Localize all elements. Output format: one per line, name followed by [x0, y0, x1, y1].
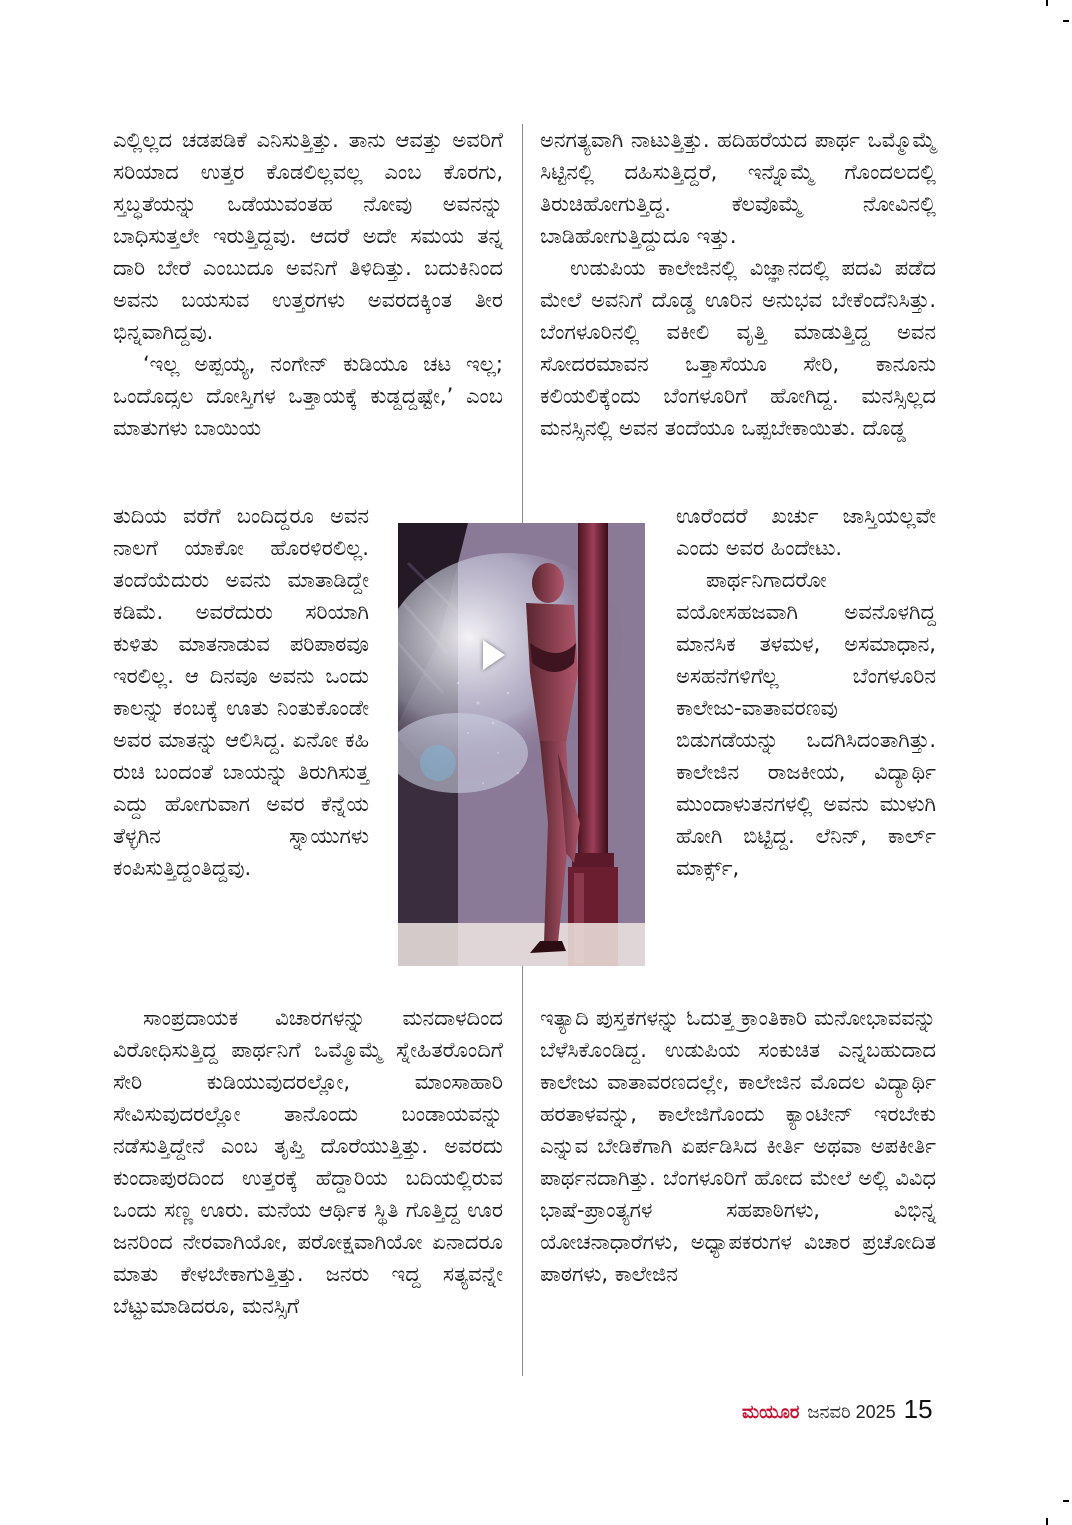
issue-date: ಜನವರಿ 2025	[807, 1402, 896, 1422]
paragraph: ಊರೆಂದರೆ ಖರ್ಚು ಜಾಸ್ತಿಯಲ್ಲವೇ ಎಂದು ಅವರ ಹಿಂದೇಟು.	[676, 504, 936, 560]
paragraph: ‘ಇಲ್ಲ ಅಪ್ಪಯ್ಯ, ನಂಗೇನ್ ಕುಡಿಯೂ ಚಟ ಇಲ್ಲ; ಒಂದೊದ್ಸಲ ದೋಸ್ತಿಗಳ ಒತ್ತಾಯಕ್ಕೆ ಕುಡ್ದದ್ದಷ್ಟೇ,’ ಎಂಬ ಮಾತುಗಳು ಬಾಯಿಯ	[113, 352, 503, 440]
article-column-right-wrap	[676, 500, 936, 884]
paragraph: ಎಲ್ಲಿಲ್ಲದ ಚಡಪಡಿಕೆ ಎನಿಸುತ್ತಿತ್ತು. ತಾನು ಆವತ್ತು ಅವರಿಗೆ ಸರಿಯಾದ ಉತ್ತರ ಕೊಡಲಿಲ್ಲವಲ್ಲ ಎಂಬ ಕೊರಗು, ಸ್ತಬ್ಧತೆಯನ್ನು ಒಡೆಯುವಂತಹ ನೋವು ಅವನನ್ನು ಬಾಧಿಸುತ್ತಲೇ ಇರುತ್ತಿದ್ದವು. ಆದರೆ ಅದೇ ಸಮಯ ತನ್ನ ದಾರಿ ಬೇರೆ ಎಂಬುದೂ ಅವನಿಗೆ ತಿಳಿದಿತ್ತು. ಬದುಕಿನಿಂದ ಅವನು ಬಯಸುವ ಉತ್ತರಗಳು ಅವರದಕ್ಕಿಂತ ತೀರ ಭಿನ್ನವಾಗಿದ್ದವು.	[113, 128, 503, 344]
crop-mark	[1046, 0, 1048, 6]
paragraph: ಉಡುಪಿಯ ಕಾಲೇಜಿನಲ್ಲಿ ವಿಜ್ಞಾನದಲ್ಲಿ ಪದವಿ ಪಡೆದ ಮೇಲೆ ಅವನಿಗೆ ದೊಡ್ಡ ಊರಿನ ಅನುಭವ ಬೇಕೆಂದೆನಿಸಿತ್ತು. ಬೆಂಗಳೂರಿನಲ್ಲಿ ವಕೀಲಿ ವೃತ್ತಿ ಮಾಡುತ್ತಿದ್ದ ಅವನ ಸೋದರಮಾವನ ಒತ್ತಾಸೆಯೂ ಸೇರಿ, ಕಾನೂನು ಕಲಿಯಲಿಕ್ಕೆಂದು ಬೆಂಗಳೂರಿಗೆ ಹೋಗಿದ್ದ. ಮನಸ್ಸಿಲ್ಲದ ಮನಸ್ಸಿನಲ್ಲಿ ಅವನ ತಂದೆಯೂ ಒಪ್ಪಬೇಕಾಯಿತು. ದೊಡ್ಡ	[540, 256, 936, 440]
article-column-right-top	[540, 124, 936, 444]
article-column-left-top	[113, 124, 503, 444]
paragraph: ತುದಿಯ ವರೆಗೆ ಬಂದಿದ್ದರೂ ಅವನ ನಾಲಗೆ ಯಾಕೋ ಹೊರಳಿರಲಿಲ್ಲ. ತಂದೆಯೆದುರು ಅವನು ಮಾತಾಡಿದ್ದೇ ಕಡಿಮೆ. ಅವರೆದುರು ಸರಿಯಾಗಿ ಕುಳಿತು ಮಾತನಾಡುವ ಪರಿಪಾಠವೂ ಇರಲಿಲ್ಲ. ಆ ದಿನವೂ ಅವನು ಒಂದು ಕಾಲನ್ನು ಕಂಬಕ್ಕೆ ಊತು ನಿಂತುಕೊಂಡೇ ಅವರ ಮಾತನ್ನು ಆಲಿಸಿದ್ದ. ಏನೋ ಕಹಿ ರುಚಿ ಬಂದಂತೆ ಬಾಯನ್ನು ತಿರುಗಿಸುತ್ತ ಎದ್ದು ಹೋಗುವಾಗ ಅವರ ಕೆನ್ನೆಯ ತೆಳ್ಳಗಿನ ಸ್ನಾಯುಗಳು ಕಂಪಿಸುತ್ತಿದ್ದಂತಿದ್ದವು.	[113, 504, 369, 880]
article-column-left-bottom	[113, 1002, 503, 1322]
crop-mark	[1063, 1500, 1069, 1502]
illustration-art	[398, 523, 645, 966]
paragraph: ಇತ್ಯಾದಿ ಪುಸ್ತಕಗಳನ್ನು ಓದುತ್ತ ಕ್ರಾಂತಿಕಾರಿ ಮನೋಭಾವವನ್ನು ಬೆಳೆಸಿಕೊಂಡಿದ್ದ. ಉಡುಪಿಯ ಸಂಕುಚಿತ ಎನ್ನಬಹುದಾದ ಕಾಲೇಜು ವಾತಾವರಣದಲ್ಲೇ, ಕಾಲೇಜಿನ ಮೊದಲ ವಿದ್ಯಾರ್ಥಿ ಹರತಾಳವನ್ನು, ಕಾಲೇಜಿಗೊಂದು ಕ್ಯಾಂಟೀನ್ ಇರಬೇಕು ಎನ್ನುವ ಬೇಡಿಕೆಗಾಗಿ ಏರ್ಪಡಿಸಿದ ಕೀರ್ತಿ ಅಥವಾ ಅಪಕೀರ್ತಿ ಪಾರ್ಥನದಾಗಿತ್ತು. ಬೆಂಗಳೂರಿಗೆ ಹೋದ ಮೇಲೆ ಅಲ್ಲಿ ವಿವಿಧ ಭಾಷೆ-ಪ್ರಾಂತ್ಯಗಳ ಸಹಪಾಠಿಗಳು, ವಿಭಿನ್ನ ಯೋಚನಾಧಾರೆಗಳು, ಅಧ್ಯಾಪಕರುಗಳ ವಿಚಾರ ಪ್ರಚೋದಿತ ಪಾಠಗಳು, ಕಾಲೇಜಿನ	[540, 1006, 936, 1286]
article-column-right-bottom	[540, 1002, 936, 1290]
page-footer	[742, 1394, 933, 1425]
crop-mark	[1046, 1518, 1048, 1525]
magazine-logo: ಮಯೂರ	[742, 1402, 800, 1422]
article-illustration[interactable]	[398, 523, 645, 966]
article-column-left-wrap	[113, 500, 369, 884]
paragraph: ಅನಗತ್ಯವಾಗಿ ನಾಟುತ್ತಿತ್ತು. ಹದಿಹರೆಯದ ಪಾರ್ಥ ಒಮ್ಮೊಮ್ಮೆ ಸಿಟ್ಟಿನಲ್ಲಿ ದಹಿಸುತ್ತಿದ್ದರೆ, ಇನ್ನೊಮ್ಮೆ ಗೊಂದಲದಲ್ಲಿ ತಿರುಚಿಹೋಗುತ್ತಿದ್ದ. ಕೆಲವೊಮ್ಮೆ ನೋವಿನಲ್ಲಿ ಬಾಡಿಹೋಗುತ್ತಿದ್ದುದೂ ಇತ್ತು.	[540, 128, 936, 248]
paragraph: ಸಾಂಪ್ರದಾಯಕ ವಿಚಾರಗಳನ್ನು ಮನದಾಳದಿಂದ ವಿರೋಧಿಸುತ್ತಿದ್ದ ಪಾರ್ಥನಿಗೆ ಒಮ್ಮೊಮ್ಮೆ ಸ್ನೇಹಿತರೊಂದಿಗೆ ಸೇರಿ ಕುಡಿಯುವುದರಲ್ಲೋ, ಮಾಂಸಾಹಾರಿ ಸೇವಿಸುವುದರಲ್ಲೋ ತಾನೊಂದು ಬಂಡಾಯವನ್ನು ನಡೆಸುತ್ತಿದ್ದೇನೆ ಎಂಬ ತೃಪ್ತಿ ದೊರೆಯುತ್ತಿತ್ತು. ಅವರದು ಕುಂದಾಪುರದಿಂದ ಉತ್ತರಕ್ಕೆ ಹೆದ್ದಾರಿಯ ಬದಿಯಲ್ಲಿರುವ ಒಂದು ಸಣ್ಣ ಊರು. ಮನೆಯ ಆರ್ಥಿಕ ಸ್ಥಿತಿ ಗೊತ್ತಿದ್ದ ಊರ ಜನರಿಂದ ನೇರವಾಗಿಯೋ, ಪರೋಕ್ಷವಾಗಿಯೋ ಏನಾದರೂ ಮಾತು ಕೇಳಬೇಕಾಗುತ್ತಿತ್ತು. ಜನರು ಇದ್ದ ಸತ್ಯವನ್ನೇ ಬೆಟ್ಟುಮಾಡಿದರೂ, ಮನಸ್ಸಿಗೆ	[113, 1006, 503, 1318]
crop-mark	[1063, 20, 1069, 22]
paragraph: ಪಾರ್ಥನಿಗಾದರೋ ವಯೋಸಹಜವಾಗಿ ಅವನೊಳಗಿದ್ದ ಮಾನಸಿಕ ತಳಮಳ, ಅಸಮಾಧಾನ, ಅಸಹನೆಗಳಿಗೆಲ್ಲ ಬೆಂಗಳೂರಿನ ಕಾಲೇಜು-ವಾತಾವರಣವು ಬಿಡುಗಡೆಯನ್ನು ಒದಗಿಸಿದಂತಾಗಿತ್ತು. ಕಾಲೇಜಿನ ರಾಜಕೀಯ, ವಿದ್ಯಾರ್ಥಿ ಮುಂದಾಳುತನಗಳಲ್ಲಿ ಅವನು ಮುಳುಗಿ ಹೋಗಿ ಬಿಟ್ಟಿದ್ದ. ಲೆನಿನ್, ಕಾರ್ಲ್ ಮಾರ್ಕ್ಸ್,	[676, 568, 936, 880]
page-number: 15	[903, 1394, 933, 1424]
play-icon[interactable]	[483, 640, 505, 670]
